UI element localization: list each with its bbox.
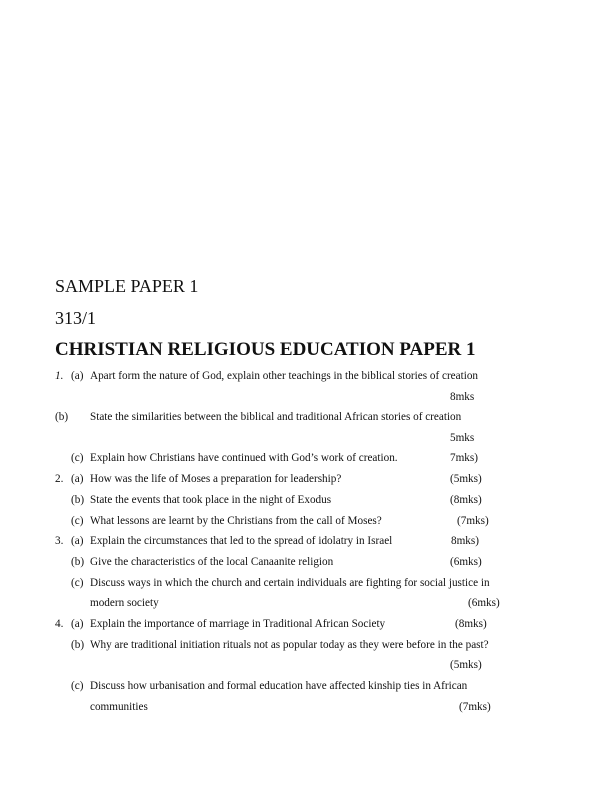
question-text: Explain how Christians have continued with God’s work of creation. (90, 452, 398, 464)
question-text: What lessons are learnt by the Christians from the call of Moses? (90, 515, 382, 527)
question-text: State the events that took place in the night of Exodus (90, 494, 332, 506)
question-text: Why are traditional initiation rituals not as popular today as they were before in the past? (90, 639, 489, 651)
question-part-label: (a) (71, 618, 84, 630)
question-number: 3. (55, 535, 64, 547)
question-part-label: (c) (71, 680, 84, 692)
question-marks: 8mks (450, 391, 475, 403)
question-part-label: (a) (71, 370, 84, 382)
question-marks: (6mks) (450, 556, 482, 568)
question-part-label: (b) (71, 639, 85, 651)
question-marks: 8mks) (451, 535, 479, 547)
question-text: Explain the importance of marriage in Traditional African Society (90, 618, 386, 630)
question-part-label: (a) (71, 473, 84, 485)
question-marks: (5mks) (450, 659, 482, 671)
question-part-label: (c) (71, 515, 84, 527)
question-number: 1. (55, 370, 64, 382)
question-marks: (8mks) (450, 494, 482, 506)
question-text: Explain the circumstances that led to the spread of idolatry in Israel (90, 535, 393, 547)
question-marks: (7mks) (459, 701, 491, 713)
question-part-label: (b) (55, 411, 69, 423)
question-part-label: (b) (71, 494, 85, 506)
question-part-label: (a) (71, 535, 84, 547)
question-marks: (8mks) (455, 618, 487, 630)
question-text: Apart form the nature of God, explain other teachings in the biblical stories of creation (90, 370, 479, 382)
question-part-label: (c) (71, 452, 84, 464)
question-text: State the similarities between the biblical and traditional African stories of creation (90, 411, 462, 423)
question-marks: (5mks) (450, 473, 482, 485)
question-part-label: (c) (71, 577, 84, 589)
question-number: 4. (55, 618, 64, 630)
question-number: 2. (55, 473, 64, 485)
question-part-label: (b) (71, 556, 85, 568)
question-marks: (7mks) (457, 515, 489, 527)
paper-code: 313/1 (55, 308, 97, 328)
question-text: Discuss ways in which the church and certain individuals are fighting for social justice in (90, 577, 490, 589)
question-marks: 5mks (450, 432, 475, 444)
sample-paper-heading: SAMPLE PAPER 1 (55, 276, 199, 296)
question-text-continued: modern society (90, 597, 159, 609)
question-text: Give the characteristics of the local Canaanite religion (90, 556, 334, 568)
paper-title: CHRISTIAN RELIGIOUS EDUCATION PAPER 1 (55, 339, 476, 360)
question-text-continued: communities (90, 701, 148, 713)
question-text: How was the life of Moses a preparation for leadership? (90, 473, 342, 485)
question-marks: 7mks) (450, 452, 478, 464)
question-text: Discuss how urbanisation and formal education have affected kinship ties in African (90, 680, 468, 692)
question-marks: (6mks) (468, 597, 500, 609)
